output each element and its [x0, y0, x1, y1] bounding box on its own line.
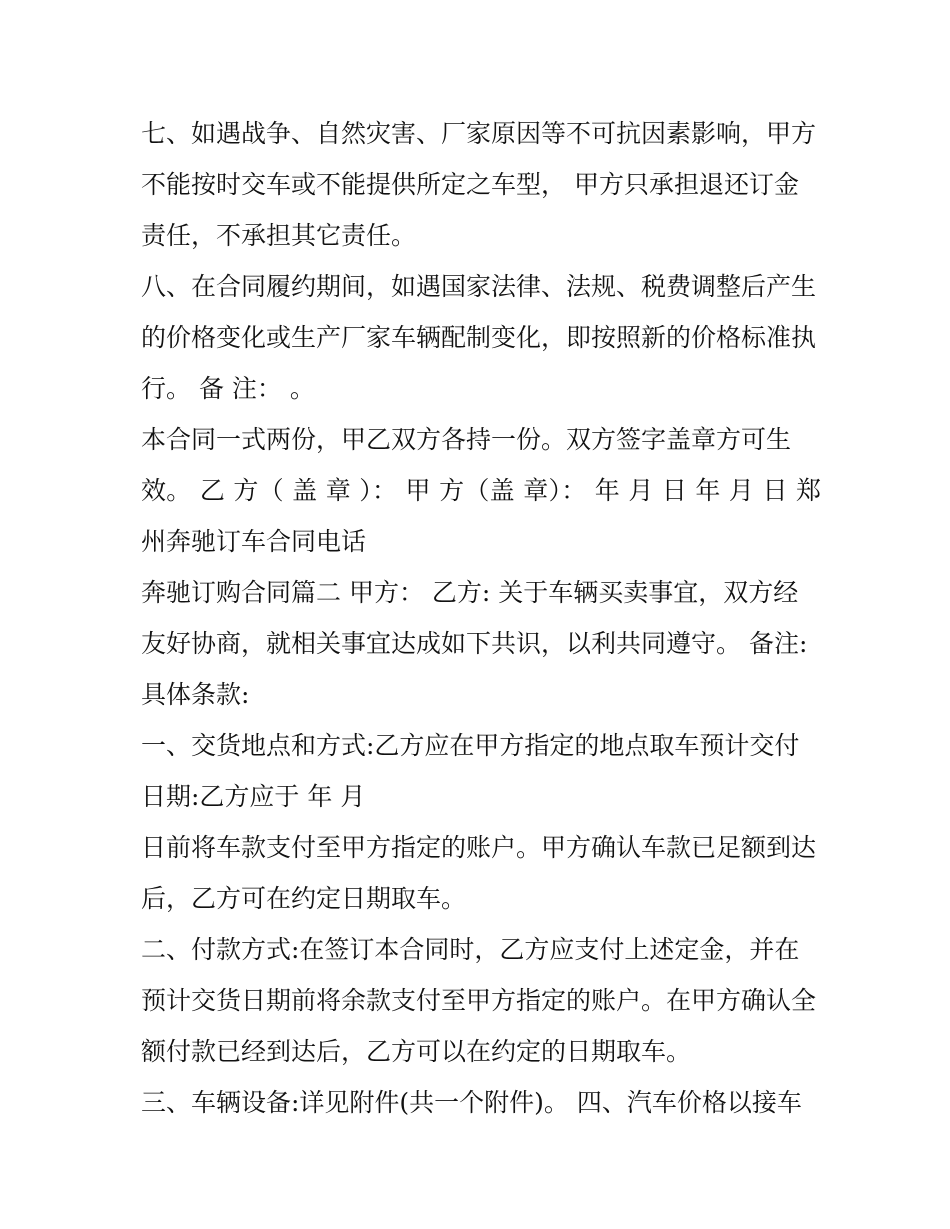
- text-line: 三、车辆设备:详见附件(共一个附件)。 四、汽车价格以接车: [141, 1088, 802, 1117]
- text-line: 后，乙方可在约定日期取车。: [141, 884, 467, 913]
- text-line: 额付款已经到达后，乙方可以在约定的日期取车。: [141, 1037, 692, 1066]
- text-line: 日前将车款支付至甲方指定的账户。甲方确认车款已足额到达: [141, 833, 817, 862]
- text-line: 友好协商，就相关事宜达成如下共识，以利共同遵守。 备注:: [141, 629, 808, 658]
- text-line: 八、在合同履约期间，如遇国家法律、法规、税费调整后产生: [141, 272, 817, 301]
- text-line: 日期:乙方应于 年 月: [141, 782, 366, 811]
- text-line: 二、付款方式:在签订本合同时，乙方应支付上述定金，并在: [141, 935, 800, 964]
- text-line: 预计交货日期前将余款支付至甲方指定的账户。在甲方确认全: [141, 986, 817, 1015]
- text-line: 奔驰订购合同篇二 甲方： 乙方: 关于车辆买卖事宜，双方经: [141, 578, 799, 607]
- contract-text-body: [141, 108, 821, 1128]
- text-line: 责任，不承担其它责任。: [141, 221, 417, 250]
- text-line: 的价格变化或生产厂家车辆配制变化，即按照新的价格标准执: [141, 323, 817, 352]
- text-line: 本合同一式两份，甲乙双方各持一份。双方签字盖章方可生: [141, 425, 792, 454]
- text-line: 州奔驰订车合同电话: [141, 527, 367, 556]
- text-line: 效。 乙 方（ 盖 章 ）： 甲 方（盖 章）： 年 月 日 年 月 日 郑: [141, 476, 821, 505]
- text-line: 七、如遇战争、自然灾害、厂家原因等不可抗因素影响，甲方: [141, 119, 817, 148]
- text-line: 行。 备 注： 。: [141, 374, 315, 403]
- text-line: 一、交货地点和方式:乙方应在甲方指定的地点取车预计交付: [141, 731, 800, 760]
- text-line: 不能按时交车或不能提供所定之车型， 甲方只承担退还订金: [141, 170, 799, 199]
- text-line: 具体条款:: [141, 680, 250, 709]
